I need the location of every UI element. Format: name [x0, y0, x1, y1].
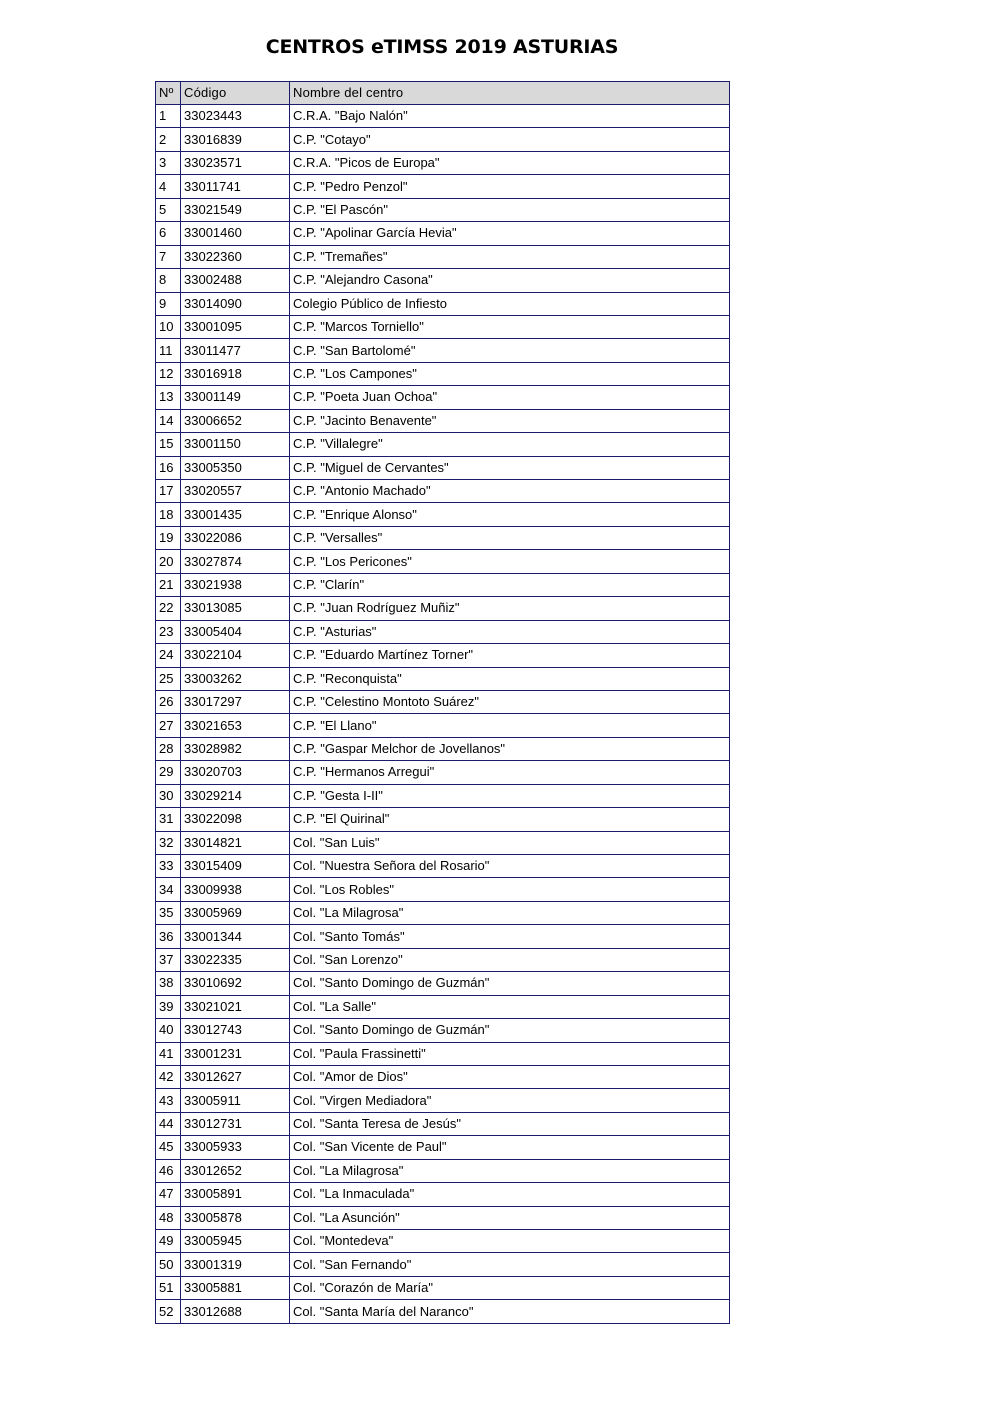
- center-name: Col. "San Vicente de Paul": [290, 1136, 730, 1159]
- center-code: 33005891: [181, 1183, 290, 1206]
- row-number: 16: [156, 456, 181, 479]
- center-name: C.P. "Gesta I-II": [290, 784, 730, 807]
- center-name: Col. "Montedeva": [290, 1230, 730, 1253]
- row-number: 41: [156, 1042, 181, 1065]
- center-name: Col. "La Inmaculada": [290, 1183, 730, 1206]
- center-name: C.P. "Pedro Penzol": [290, 175, 730, 198]
- table-row: [156, 1112, 730, 1135]
- center-name: C.P. "Gaspar Melchor de Jovellanos": [290, 737, 730, 760]
- center-code: 33012652: [181, 1159, 290, 1182]
- center-code: 33009938: [181, 878, 290, 901]
- center-code: 33011477: [181, 339, 290, 362]
- center-name: C.P. "Clarín": [290, 573, 730, 596]
- center-name: C.P. "Cotayo": [290, 128, 730, 151]
- table-row: [156, 292, 730, 315]
- table-header: [156, 82, 730, 105]
- center-name: Col. "San Lorenzo": [290, 948, 730, 971]
- center-code: 33001231: [181, 1042, 290, 1065]
- center-code: 33012627: [181, 1065, 290, 1088]
- row-number: 47: [156, 1183, 181, 1206]
- row-number: 39: [156, 995, 181, 1018]
- center-code: 33021653: [181, 714, 290, 737]
- center-code: 33005969: [181, 901, 290, 924]
- table-row: [156, 105, 730, 128]
- center-code: 33028982: [181, 737, 290, 760]
- center-code: 33023443: [181, 105, 290, 128]
- center-name: C.R.A. "Bajo Nalón": [290, 105, 730, 128]
- center-code: 33014090: [181, 292, 290, 315]
- table-row: [156, 901, 730, 924]
- center-code: 33005933: [181, 1136, 290, 1159]
- center-name: C.P. "Enrique Alonso": [290, 503, 730, 526]
- table-row: [156, 1042, 730, 1065]
- row-number: 35: [156, 901, 181, 924]
- center-name: Col. "Corazón de María": [290, 1276, 730, 1299]
- row-number: 31: [156, 808, 181, 831]
- table-row: [156, 1159, 730, 1182]
- row-number: 45: [156, 1136, 181, 1159]
- center-name: Colegio Público de Infiesto: [290, 292, 730, 315]
- center-name: C.P. "Marcos Torniello": [290, 315, 730, 338]
- table-row: [156, 1230, 730, 1253]
- center-code: 33015409: [181, 855, 290, 878]
- column-header-code: Código: [181, 82, 290, 105]
- center-name: Col. "Amor de Dios": [290, 1065, 730, 1088]
- centers-table: [155, 81, 730, 1324]
- table-row: [156, 362, 730, 385]
- row-number: 2: [156, 128, 181, 151]
- row-number: 40: [156, 1019, 181, 1042]
- row-number: 6: [156, 222, 181, 245]
- table-row: [156, 315, 730, 338]
- center-code: 33022335: [181, 948, 290, 971]
- table-row: [156, 690, 730, 713]
- row-number: 42: [156, 1065, 181, 1088]
- table-row: [156, 925, 730, 948]
- row-number: 7: [156, 245, 181, 268]
- center-name: Col. "Santa Teresa de Jesús": [290, 1112, 730, 1135]
- table-row: [156, 175, 730, 198]
- center-name: C.P. "Miguel de Cervantes": [290, 456, 730, 479]
- row-number: 28: [156, 737, 181, 760]
- center-name: C.P. "Hermanos Arregui": [290, 761, 730, 784]
- row-number: 19: [156, 526, 181, 549]
- center-code: 33001150: [181, 433, 290, 456]
- center-code: 33017297: [181, 690, 290, 713]
- center-name: Col. "Santa María del Naranco": [290, 1300, 730, 1323]
- center-code: 33001460: [181, 222, 290, 245]
- center-code: 33005945: [181, 1230, 290, 1253]
- center-name: C.P. "Alejandro Casona": [290, 269, 730, 292]
- center-code: 33005404: [181, 620, 290, 643]
- center-name: C.P. "Los Campones": [290, 362, 730, 385]
- center-code: 33005350: [181, 456, 290, 479]
- center-code: 33021021: [181, 995, 290, 1018]
- table-row: [156, 995, 730, 1018]
- row-number: 9: [156, 292, 181, 315]
- center-code: 33012743: [181, 1019, 290, 1042]
- center-name: C.P. "Celestino Montoto Suárez": [290, 690, 730, 713]
- row-number: 23: [156, 620, 181, 643]
- row-number: 17: [156, 480, 181, 503]
- center-code: 33006652: [181, 409, 290, 432]
- table-row: [156, 339, 730, 362]
- center-name: C.P. "Antonio Machado": [290, 480, 730, 503]
- row-number: 13: [156, 386, 181, 409]
- center-name: Col. "La Milagrosa": [290, 1159, 730, 1182]
- table-row: [156, 1183, 730, 1206]
- center-code: 33027874: [181, 550, 290, 573]
- table-row: [156, 573, 730, 596]
- center-name: C.P. "Villalegre": [290, 433, 730, 456]
- center-code: 33001319: [181, 1253, 290, 1276]
- table-row: [156, 222, 730, 245]
- center-name: Col. "La Milagrosa": [290, 901, 730, 924]
- table-row: [156, 1136, 730, 1159]
- row-number: 37: [156, 948, 181, 971]
- table-row: [156, 948, 730, 971]
- table-row: [156, 737, 730, 760]
- row-number: 44: [156, 1112, 181, 1135]
- table-row: [156, 526, 730, 549]
- center-name: Col. "San Luis": [290, 831, 730, 854]
- center-name: C.P. "El Quirinal": [290, 808, 730, 831]
- header-row: [156, 82, 730, 105]
- center-code: 33029214: [181, 784, 290, 807]
- center-name: C.P. "Jacinto Benavente": [290, 409, 730, 432]
- center-name: C.P. "Asturias": [290, 620, 730, 643]
- center-code: 33005878: [181, 1206, 290, 1229]
- row-number: 10: [156, 315, 181, 338]
- row-number: 14: [156, 409, 181, 432]
- row-number: 1: [156, 105, 181, 128]
- center-name: C.P. "Juan Rodríguez Muñiz": [290, 597, 730, 620]
- table-row: [156, 503, 730, 526]
- center-name: Col. "Santo Domingo de Guzmán": [290, 972, 730, 995]
- center-name: C.P. "El Llano": [290, 714, 730, 737]
- row-number: 22: [156, 597, 181, 620]
- row-number: 29: [156, 761, 181, 784]
- center-name: Col. "La Salle": [290, 995, 730, 1018]
- table-row: [156, 269, 730, 292]
- center-name: C.P. "Los Pericones": [290, 550, 730, 573]
- row-number: 30: [156, 784, 181, 807]
- row-number: 5: [156, 198, 181, 221]
- row-number: 27: [156, 714, 181, 737]
- center-code: 33001095: [181, 315, 290, 338]
- center-name: C.R.A. "Picos de Europa": [290, 151, 730, 174]
- table-row: [156, 1089, 730, 1112]
- center-name: C.P. "El Pascón": [290, 198, 730, 221]
- center-name: Col. "Nuestra Señora del Rosario": [290, 855, 730, 878]
- row-number: 33: [156, 855, 181, 878]
- center-code: 33014821: [181, 831, 290, 854]
- center-name: C.P. "San Bartolomé": [290, 339, 730, 362]
- row-number: 15: [156, 433, 181, 456]
- center-code: 33005911: [181, 1089, 290, 1112]
- table-row: [156, 456, 730, 479]
- row-number: 4: [156, 175, 181, 198]
- table-row: [156, 972, 730, 995]
- center-code: 33016839: [181, 128, 290, 151]
- center-name: C.P. "Tremañes": [290, 245, 730, 268]
- table-row: [156, 855, 730, 878]
- table-row: [156, 784, 730, 807]
- center-name: Col. "La Asunción": [290, 1206, 730, 1229]
- row-number: 43: [156, 1089, 181, 1112]
- table-row: [156, 128, 730, 151]
- center-code: 33021549: [181, 198, 290, 221]
- center-name: C.P. "Reconquista": [290, 667, 730, 690]
- table-row: [156, 597, 730, 620]
- table-row: [156, 409, 730, 432]
- center-name: C.P. "Apolinar García Hevia": [290, 222, 730, 245]
- column-header-center-name: Nombre del centro: [290, 82, 730, 105]
- center-code: 33023571: [181, 151, 290, 174]
- center-name: C.P. "Versalles": [290, 526, 730, 549]
- row-number: 36: [156, 925, 181, 948]
- center-code: 33005881: [181, 1276, 290, 1299]
- table-row: [156, 644, 730, 667]
- table-row: [156, 667, 730, 690]
- center-name: Col. "San Fernando": [290, 1253, 730, 1276]
- row-number: 11: [156, 339, 181, 362]
- center-name: Col. "Santo Tomás": [290, 925, 730, 948]
- row-number: 49: [156, 1230, 181, 1253]
- center-name: Col. "Paula Frassinetti": [290, 1042, 730, 1065]
- row-number: 20: [156, 550, 181, 573]
- center-code: 33003262: [181, 667, 290, 690]
- table-row: [156, 808, 730, 831]
- center-code: 33022360: [181, 245, 290, 268]
- table-row: [156, 761, 730, 784]
- table-row: [156, 386, 730, 409]
- row-number: 48: [156, 1206, 181, 1229]
- center-code: 33001435: [181, 503, 290, 526]
- row-number: 25: [156, 667, 181, 690]
- center-code: 33012688: [181, 1300, 290, 1323]
- table-row: [156, 714, 730, 737]
- row-number: 24: [156, 644, 181, 667]
- table-row: [156, 878, 730, 901]
- table-row: [156, 480, 730, 503]
- column-header-number: Nº: [156, 82, 181, 105]
- row-number: 12: [156, 362, 181, 385]
- row-number: 51: [156, 1276, 181, 1299]
- center-name: C.P. "Eduardo Martínez Torner": [290, 644, 730, 667]
- center-code: 33010692: [181, 972, 290, 995]
- center-code: 33020557: [181, 480, 290, 503]
- center-name: C.P. "Poeta Juan Ochoa": [290, 386, 730, 409]
- table-row: [156, 550, 730, 573]
- center-name: Col. "Los Robles": [290, 878, 730, 901]
- table-row: [156, 151, 730, 174]
- center-code: 33001149: [181, 386, 290, 409]
- table-row: [156, 245, 730, 268]
- center-code: 33021938: [181, 573, 290, 596]
- table-row: [156, 433, 730, 456]
- row-number: 3: [156, 151, 181, 174]
- center-code: 33002488: [181, 269, 290, 292]
- row-number: 38: [156, 972, 181, 995]
- document-title: CENTROS eTIMSS 2019 ASTURIAS: [265, 36, 619, 58]
- center-name: Col. "Virgen Mediadora": [290, 1089, 730, 1112]
- table-row: [156, 1206, 730, 1229]
- row-number: 21: [156, 573, 181, 596]
- row-number: 18: [156, 503, 181, 526]
- row-number: 34: [156, 878, 181, 901]
- center-code: 33022086: [181, 526, 290, 549]
- table-row: [156, 1276, 730, 1299]
- row-number: 26: [156, 690, 181, 713]
- table-row: [156, 1065, 730, 1088]
- center-code: 33016918: [181, 362, 290, 385]
- center-name: Col. "Santo Domingo de Guzmán": [290, 1019, 730, 1042]
- row-number: 50: [156, 1253, 181, 1276]
- center-code: 33020703: [181, 761, 290, 784]
- center-code: 33001344: [181, 925, 290, 948]
- table-row: [156, 831, 730, 854]
- table-row: [156, 1019, 730, 1042]
- row-number: 8: [156, 269, 181, 292]
- center-code: 33022098: [181, 808, 290, 831]
- center-code: 33011741: [181, 175, 290, 198]
- table-body: [156, 105, 730, 1324]
- center-code: 33022104: [181, 644, 290, 667]
- table-row: [156, 1253, 730, 1276]
- row-number: 46: [156, 1159, 181, 1182]
- row-number: 32: [156, 831, 181, 854]
- row-number: 52: [156, 1300, 181, 1323]
- center-code: 33012731: [181, 1112, 290, 1135]
- table-row: [156, 198, 730, 221]
- table-row: [156, 620, 730, 643]
- table-row: [156, 1300, 730, 1323]
- center-code: 33013085: [181, 597, 290, 620]
